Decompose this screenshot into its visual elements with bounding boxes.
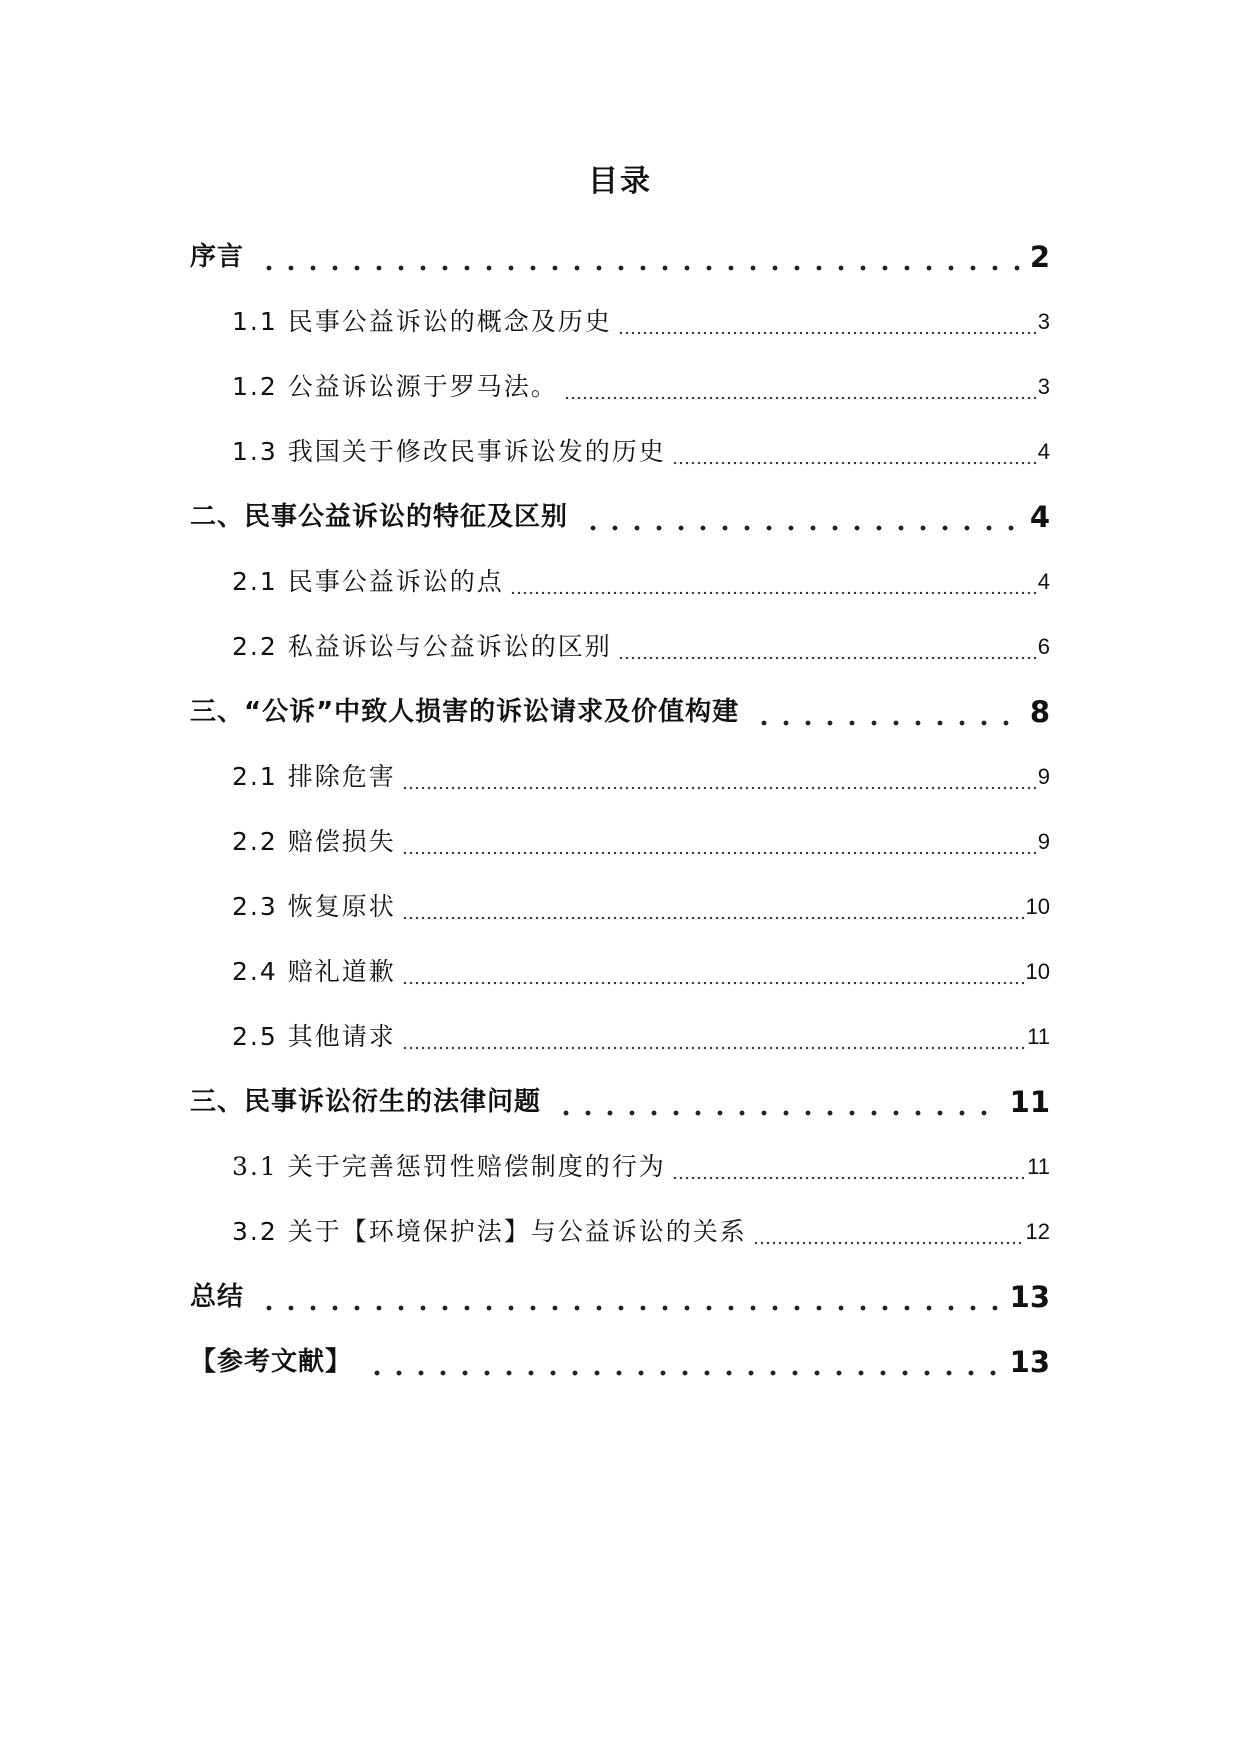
toc-entry-page: 3 (1037, 309, 1050, 334)
toc-entry-label: 2.2 赔偿损失 (232, 827, 396, 856)
dot-leader (618, 306, 1036, 338)
toc-entry-label: 二、民事公益诉讼的特征及区别 (190, 502, 569, 532)
toc-entry-page: 12 (1025, 1219, 1050, 1244)
dot-leader (510, 566, 1036, 598)
toc-entry-label: 三、“公诉”中致人损害的诉讼请求及价值构建 (190, 697, 740, 727)
toc-title: 目录 (588, 164, 652, 199)
toc-entry-3-2[interactable] (190, 807, 1050, 872)
toc-entry-1-1[interactable] (190, 287, 1050, 352)
toc-entry-label: 三、民事诉讼衍生的法律问题 (190, 1087, 542, 1117)
toc-entry-page: 13 (1009, 1280, 1050, 1314)
toc-entry-label: 1.1 民事公益诉讼的概念及历史 (232, 307, 612, 336)
dot-leader (555, 1086, 1000, 1118)
toc-entry-summary[interactable] (190, 1262, 1050, 1327)
toc-entry-label: 2.3 恢复原状 (232, 892, 396, 921)
dot-leader (258, 1281, 1000, 1313)
toc-entry-page: 3 (1037, 374, 1050, 399)
toc-entry-3-4[interactable] (190, 937, 1050, 1002)
toc-entry-page: 11 (1027, 1154, 1050, 1179)
toc-entry-label: 总结 (190, 1282, 245, 1312)
dot-leader (402, 1021, 1025, 1053)
toc-entry-label: 2.4 赔礼道歉 (232, 957, 396, 986)
dot-leader (402, 891, 1024, 923)
toc-entry-page: 11 (1027, 1024, 1050, 1049)
toc-entry-label: 序言 (190, 242, 245, 272)
toc-entry-chapter-3[interactable] (190, 677, 1050, 742)
dot-leader (402, 826, 1036, 858)
dot-leader (564, 371, 1036, 403)
toc-entry-chapter-4[interactable] (190, 1067, 1050, 1132)
toc-entry-4-1[interactable] (190, 1132, 1050, 1197)
toc-entry-page: 13 (1009, 1345, 1050, 1379)
toc-entry-label: 【参考文献】 (190, 1347, 353, 1377)
dot-leader (402, 761, 1036, 793)
toc-entry-3-3[interactable] (190, 872, 1050, 937)
toc-entry-page: 4 (1037, 439, 1050, 464)
toc-entry-page: 8 (1029, 695, 1050, 729)
toc-entry-label: 2.1 民事公益诉讼的点 (232, 567, 504, 596)
dot-leader (402, 956, 1024, 988)
table-of-contents (190, 222, 1050, 1392)
toc-entry-label: 1.3 我国关于修改民事诉讼发的历史 (232, 437, 666, 466)
toc-entry-page: 4 (1037, 569, 1050, 594)
toc-entry-page: 4 (1029, 500, 1050, 534)
toc-entry-2-2[interactable] (190, 612, 1050, 677)
toc-entry-references[interactable] (190, 1327, 1050, 1392)
toc-entry-page: 11 (1009, 1085, 1050, 1119)
dot-leader (753, 696, 1020, 728)
toc-entry-preface[interactable] (190, 222, 1050, 287)
dot-leader (258, 241, 1020, 273)
toc-entry-3-5[interactable] (190, 1002, 1050, 1067)
toc-entry-chapter-2[interactable] (190, 482, 1050, 547)
toc-entry-page: 9 (1037, 829, 1050, 854)
dot-leader (672, 436, 1036, 468)
toc-entry-label: 3.1 关于完善惩罚性赔偿制度的行为 (232, 1152, 666, 1181)
toc-entry-3-1[interactable] (190, 742, 1050, 807)
dot-leader (672, 1151, 1025, 1183)
toc-entry-2-1[interactable] (190, 547, 1050, 612)
toc-entry-label: 3.2 关于【环境保护法】与公益诉讼的关系 (232, 1217, 747, 1246)
toc-entry-page: 6 (1037, 634, 1050, 659)
dot-leader (582, 501, 1020, 533)
toc-entry-label: 1.2 公益诉讼源于罗马法。 (232, 372, 558, 401)
toc-entry-page: 10 (1025, 894, 1050, 919)
toc-entry-label: 2.5 其他请求 (232, 1022, 396, 1051)
toc-entry-page: 2 (1029, 240, 1050, 274)
toc-entry-page: 10 (1025, 959, 1050, 984)
toc-entry-1-3[interactable] (190, 417, 1050, 482)
toc-entry-label: 2.2 私益诉讼与公益诉讼的区别 (232, 632, 612, 661)
toc-entry-1-2[interactable] (190, 352, 1050, 417)
toc-entry-page: 9 (1037, 764, 1050, 789)
dot-leader (618, 631, 1036, 663)
toc-entry-4-2[interactable] (190, 1197, 1050, 1262)
dot-leader (366, 1346, 1000, 1378)
toc-entry-label: 2.1 排除危害 (232, 762, 396, 791)
dot-leader (753, 1216, 1024, 1248)
